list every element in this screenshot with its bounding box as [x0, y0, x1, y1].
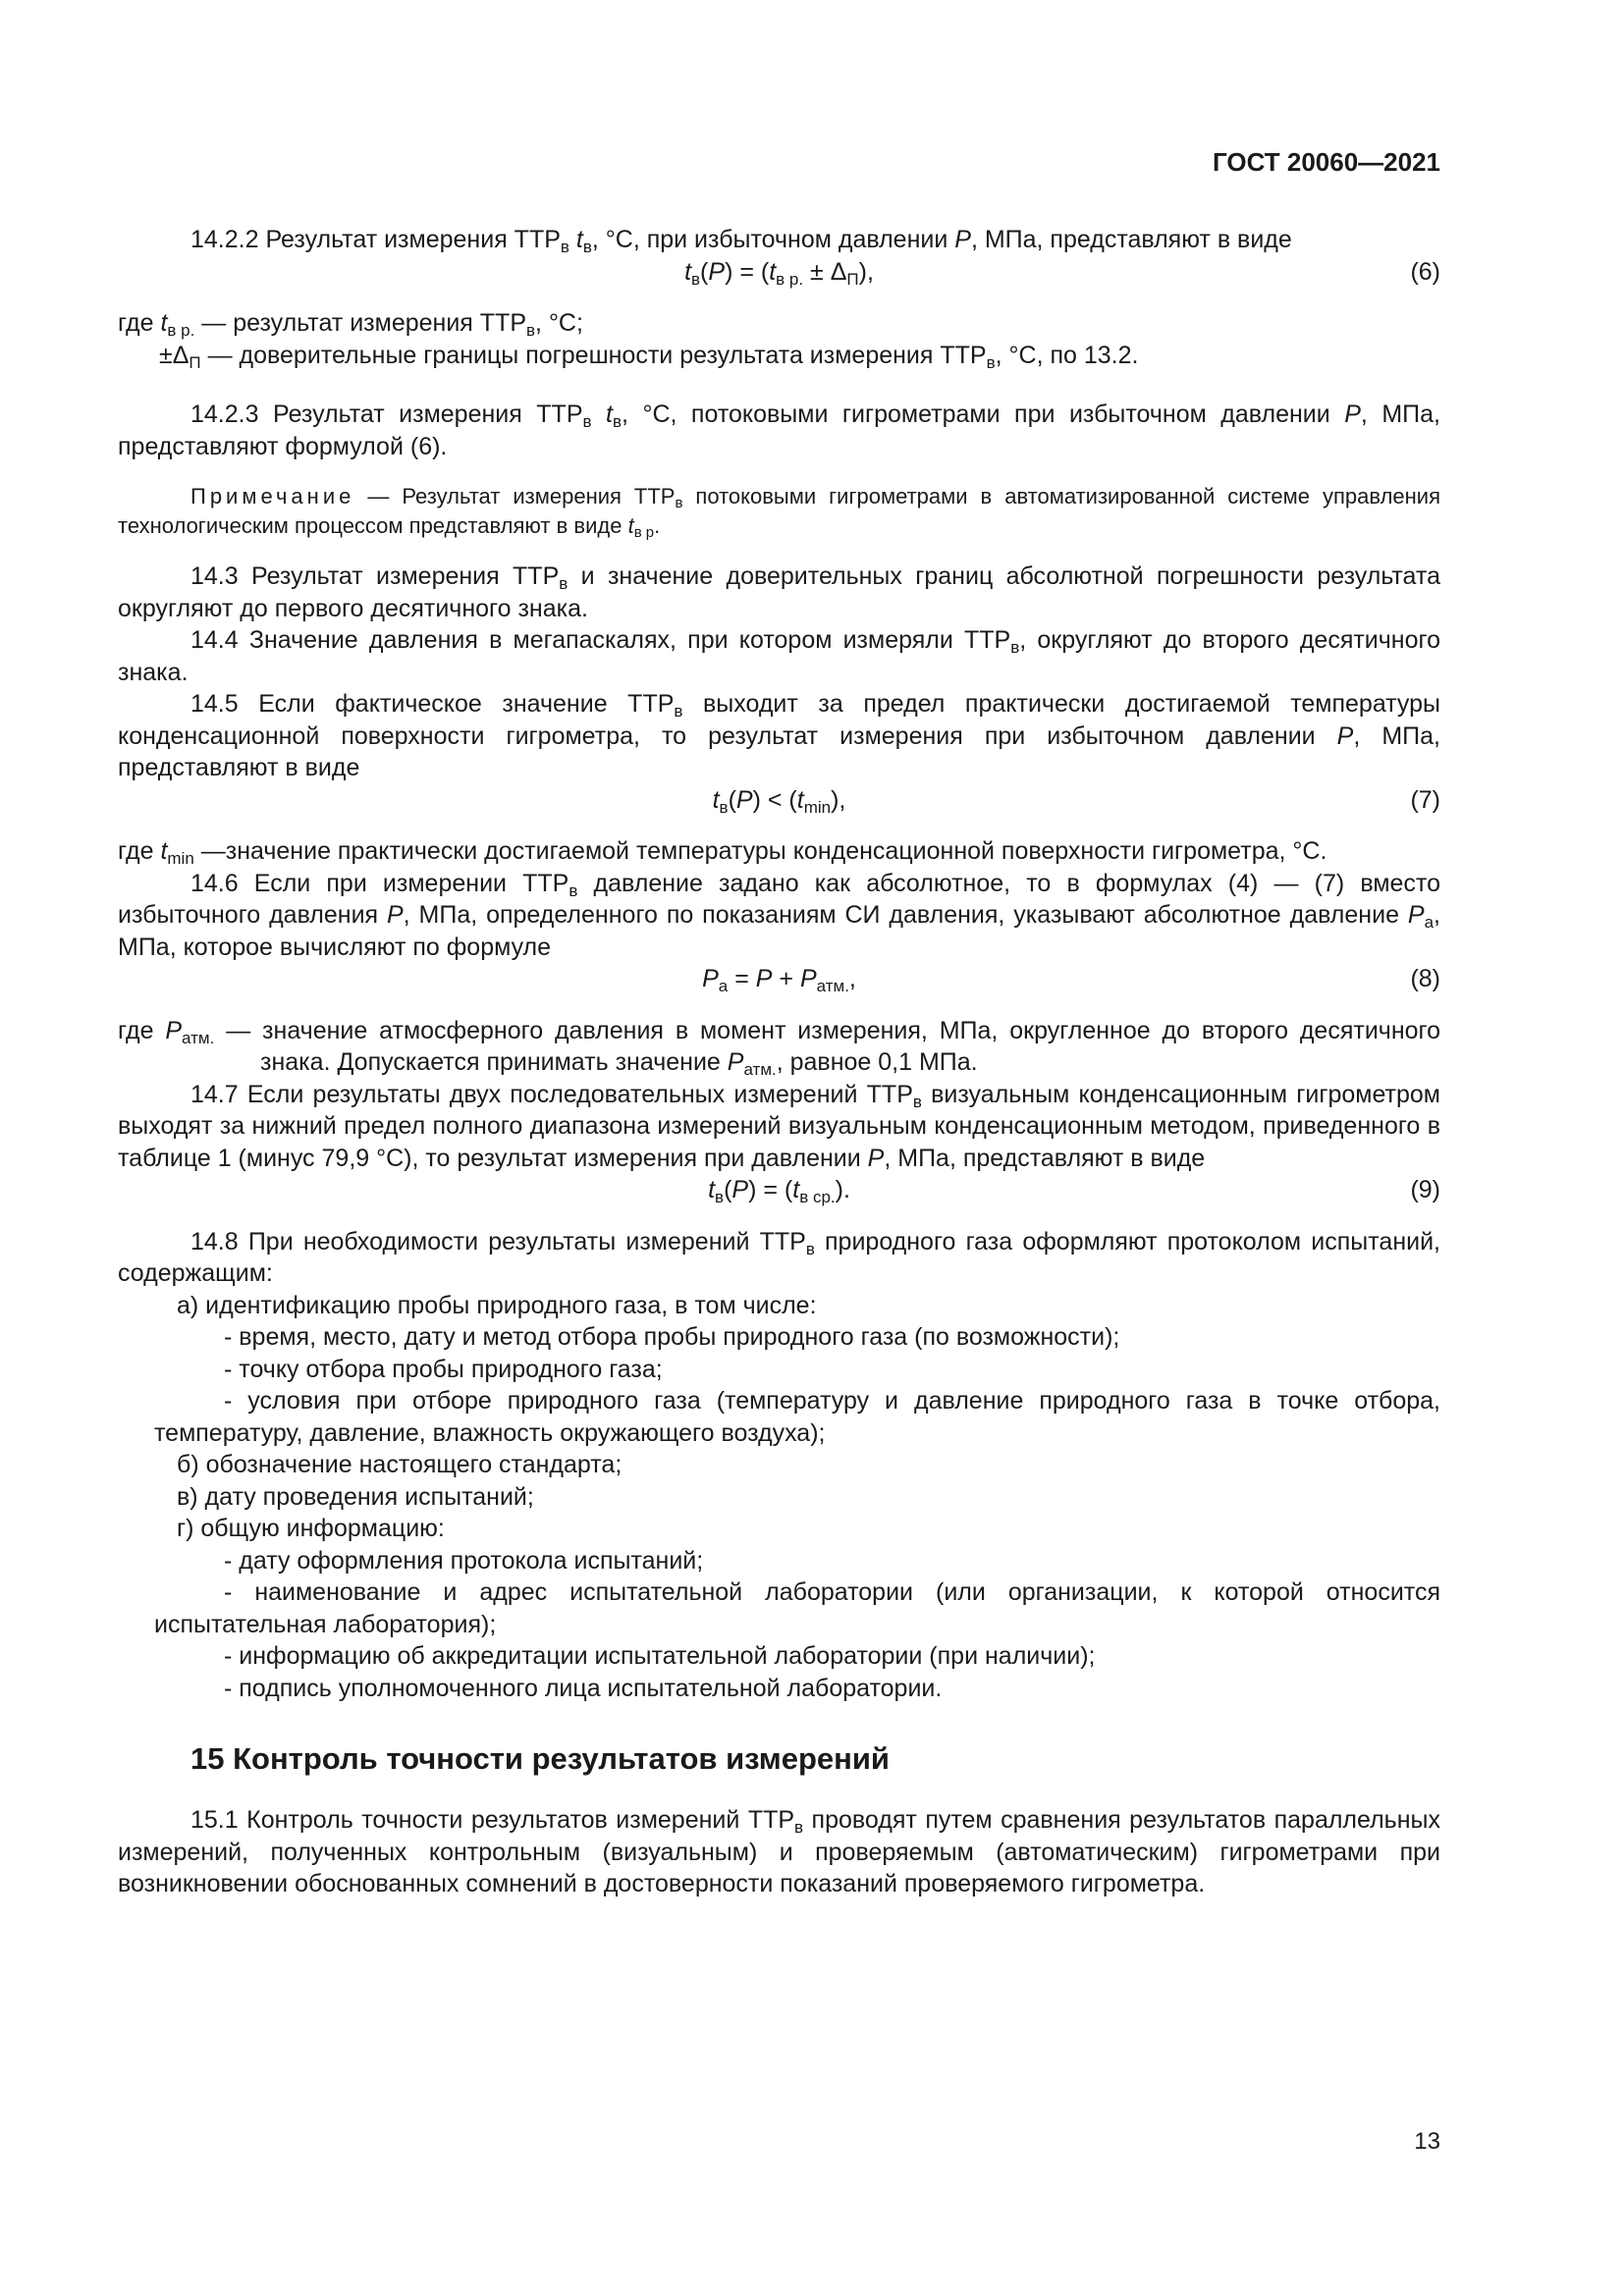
formula-8: $P_а = P + P_{атм.}$, (8) — [702, 965, 1440, 995]
list-item-g-3: - информацию об аккредитации испытательной лаборатории (при наличии); — [224, 1642, 1096, 1670]
formula-number-7: (7) — [1410, 785, 1440, 814]
formula-number-9: (9) — [1410, 1176, 1440, 1203]
formula-6: $t_в(P) = (t_{в р.} \pm \Delta_П)$, (6) — [684, 257, 1440, 289]
list-item-a-1: - время, место, дату и метод отбора пробы природного газа (по возможности); — [224, 1323, 1120, 1351]
paragraph-14-4: 14.4 Значение давления в мегапаскалях, при котором измеряли $ТТР_в$, округляют до второго десятичного знака. — [118, 626, 1440, 686]
where-6-line-2: $\pm\Delta_П$ — доверительные границы погрешности результата измерения $ТТР_в$, °С, по 13.2. — [159, 341, 1139, 372]
where-7: где $t_{min}$ — значение практически достигаемой температуры конденсационной поверхности гигрометра, °С. — [118, 837, 1327, 868]
list-item-v: в) дату проведения испытаний; — [177, 1482, 534, 1511]
paragraph-14-5: 14.5 Если фактическое значение $ТТР_в$ выходит за предел практически достигаемой температуры конденсационной поверхности гигрометра, то результат измерения при избыточном давлении P, МПа, представляют в виде — [118, 690, 1441, 781]
list-item-g-4: - подпись уполномоченного лица испытательной лаборатории. — [224, 1674, 943, 1702]
paragraph-14-3: 14.3 Результат измерения $ТТР_в$ и значение доверительных границ абсолютной погрешности результата округляют до первого десятичного знака. — [118, 562, 1440, 622]
list-item-a-3: - условия при отборе природного газа (температуру и давление природного газа в точке отбора, температуру, давление, влажность окружающего воздуха); — [154, 1387, 1440, 1447]
section-15-heading: 15 Контроль точности результатов измерений — [190, 1741, 890, 1776]
list-item-a: а) идентификацию пробы природного газа, в том числе: — [177, 1291, 817, 1319]
list-item-b: б) обозначение настоящего стандарта; — [177, 1451, 623, 1478]
formula-7: $t_в(P) < (t_{min})$, (7) — [712, 785, 1440, 817]
document-page — [118, 0, 1440, 2296]
formula-number-8: (8) — [1410, 965, 1440, 992]
paragraph-15-1: 15.1 Контроль точности результатов измерений $ТТР_в$ проводят путем сравнения результатов параллельных измерений, полученных контрольным (визуальным) и проверяемым (автоматическим) гигрометрами при возникновении обоснованных сомнений в достоверности показаний проверяемого гигрометра. — [118, 1806, 1440, 1897]
formula-9: $t_в(P) = (t_{в ср.})$. (9) — [708, 1176, 1440, 1206]
paragraph-14-2-2: 14.2.2 Результат измерения $ТТР_в$ $t_в$, °С, при избыточном давлении P, МПа, представляют в виде — [190, 226, 1292, 256]
document-body — [118, 224, 1440, 1900]
paragraph-14-7: 14.7 Если результаты двух последовательных измерений $ТТР_в$ визуальным конденсационным гигрометром выходят за нижний предел полного диапазона измерений визуальным конденсационным методом, приведенного в таблице 1 (минус 79,9 °С), то результат измерения при давлении P, МПа, представляют в виде — [118, 1080, 1440, 1172]
list-item-a-2: - точку отбора пробы природного газа; — [224, 1355, 663, 1383]
paragraph-14-8: 14.8 При необходимости результаты измерений $ТТР_в$ природного газа оформляют протоколом испытаний, содержащим: — [118, 1227, 1441, 1287]
formula-number-6: (6) — [1410, 257, 1440, 286]
list-item-g-2: - наименование и адрес испытательной лаборатории (или организации, к которой относится испытательная лаборатория); — [154, 1578, 1440, 1638]
where-6-line-1: где $t_{в р.}$ — результат измерения $ТТР_в$, °С; — [118, 309, 583, 340]
page-number: 13 — [1414, 2128, 1440, 2155]
paragraph-14-6: 14.6 Если при измерении $ТТР_в$ давление задано как абсолютное, то в формулах (4) — (7) вместо избыточного давления P, МПа, определенного по показаниям СИ давления, указывают абсолютное давление $P_а$, МПа, которое вычисляют по формуле — [118, 869, 1440, 961]
where-8: где $P_{атм.}$ — значение атмосферного давления в момент измерения, МПа, округленное до второго десятичного знака. Допускается принимать значение $P_{атм.}$, равное 0,1 МПа. — [118, 1016, 1440, 1079]
list-item-g: г) общую информацию: — [177, 1515, 445, 1542]
list-item-g-1: - дату оформления протокола испытаний; — [224, 1546, 704, 1575]
paragraph-14-2-3: 14.2.3 Результат измерения $ТТР_в$ $t_в$, °С, потоковыми гигрометрами при избыточном давлении P, МПа, представляют формулой (6). — [118, 400, 1440, 460]
note-paragraph: Примечание — Результат измерения $ТТР_в$ потоковыми гигрометрами в автоматизированной системе управления технологическим процессом представляют в виде $t_{в р}$. — [118, 484, 1440, 542]
document-header: ГОСТ 20060—2021 — [1213, 147, 1440, 177]
